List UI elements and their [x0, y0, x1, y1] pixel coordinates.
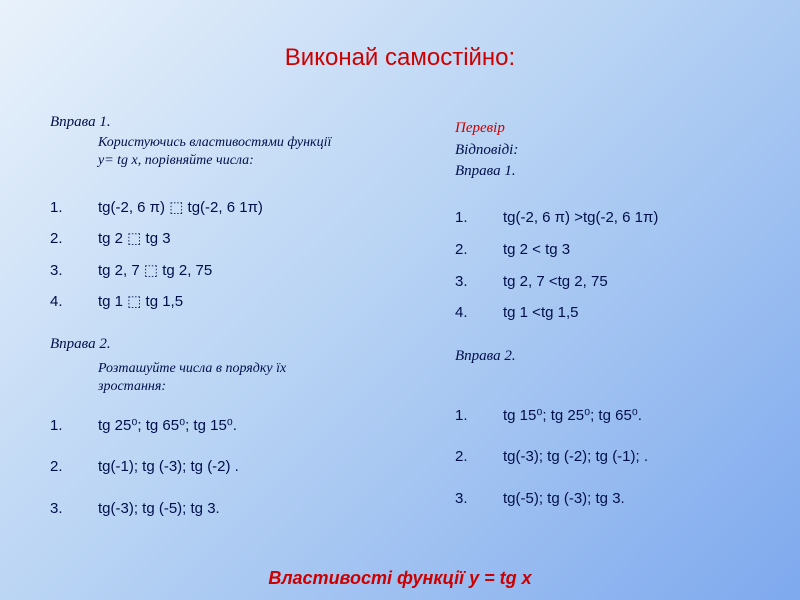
left-ex2-description	[98, 360, 286, 396]
right-ex1-item	[455, 304, 578, 321]
check-heading: Перевір	[455, 120, 505, 136]
item-text: tg(-3); tg (-2); tg (-1); .	[503, 448, 649, 465]
left-ex2-item	[50, 500, 220, 517]
item-text: tg 2, 7 <tg 2, 75	[503, 273, 608, 290]
left-ex1-item	[50, 261, 212, 279]
item-number: 3.	[50, 262, 63, 279]
right-ex1-heading: Вправа 1.	[455, 163, 516, 179]
left-ex2-desc-line1: Розташуйте числа в порядку їх	[98, 361, 287, 376]
left-ex2-desc-line2: зростання:	[98, 379, 167, 394]
item-number: 4.	[455, 304, 468, 321]
left-ex1-desc-line1: Користуючись властивостями функції	[98, 135, 332, 150]
item-text: tg 2 ⬚ tg 3	[98, 230, 171, 247]
item-text: tg 15⁰; tg 25⁰; tg 65⁰.	[503, 407, 642, 424]
right-ex1-item	[455, 209, 658, 226]
answers-heading: Відповіді:	[455, 142, 519, 158]
item-number: 2.	[50, 458, 63, 475]
item-text: tg 1 <tg 1,5	[503, 304, 579, 321]
left-ex1-description	[98, 134, 331, 170]
page-title: Виконай самостійно:	[284, 44, 516, 71]
left-ex1-item	[50, 229, 171, 247]
item-number: 4.	[50, 293, 63, 310]
left-ex2-heading: Вправа 2.	[50, 336, 111, 352]
item-number: 3.	[455, 273, 468, 290]
right-ex2-item	[455, 490, 625, 507]
item-text: tg 1 ⬚ tg 1,5	[98, 293, 184, 310]
right-ex2-item	[455, 406, 642, 424]
item-number: 2.	[50, 230, 63, 247]
item-text: tg(-5); tg (-3); tg 3.	[503, 490, 625, 507]
right-ex2-item	[455, 448, 648, 465]
left-ex1-item	[50, 292, 183, 310]
left-ex2-item	[50, 458, 239, 475]
item-number: 2.	[455, 448, 468, 465]
item-number: 1.	[455, 209, 468, 226]
item-number: 3.	[50, 500, 63, 517]
item-number: 2.	[455, 241, 468, 258]
item-number: 1.	[50, 199, 63, 216]
item-text: tg(-1); tg (-3); tg (-2) .	[98, 458, 239, 475]
right-ex1-item	[455, 273, 608, 290]
item-number: 1.	[455, 407, 468, 424]
left-ex1-item	[50, 198, 263, 216]
item-text: tg 2 < tg 3	[503, 241, 571, 258]
item-text: tg(-3); tg (-5); tg 3.	[98, 500, 220, 517]
item-text: tg 2, 7 ⬚ tg 2, 75	[98, 262, 213, 279]
left-ex2-item	[50, 416, 237, 434]
item-number: 3.	[455, 490, 468, 507]
item-text: tg(-2, 6 π) >tg(-2, 6 1π)	[503, 209, 659, 226]
right-ex1-item	[455, 241, 570, 258]
item-number: 1.	[50, 417, 63, 434]
left-ex1-desc-line2: y= tg x, порівняйте числа:	[98, 153, 254, 168]
footer-caption: Властивості функції y = tg x	[268, 568, 532, 588]
right-ex2-heading: Вправа 2.	[455, 348, 516, 364]
item-text: tg(-2, 6 π) ⬚ tg(-2, 6 1π)	[98, 199, 263, 216]
left-ex1-heading: Вправа 1.	[50, 114, 111, 130]
item-text: tg 25⁰; tg 65⁰; tg 15⁰.	[98, 417, 237, 434]
